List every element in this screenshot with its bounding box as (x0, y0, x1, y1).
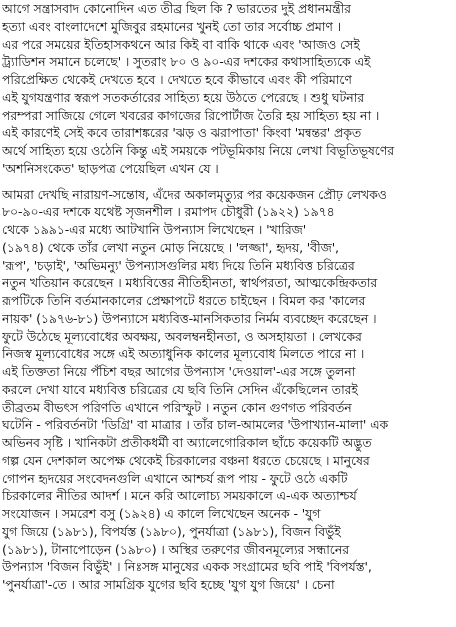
text-line: হত্যা এবং বাংলাদেশে মুজিবুর রহমানের খুনই তো তার সর্বোচ্চ প্রমাণ । (2, 18, 342, 34)
text-line: তীব্রতম বীভৎস পরিণতি এখানে পরিস্ফুট । নতুন কোন গুণগত পরিবর্তন (2, 399, 352, 415)
text-line: ঘটেনি - পরিবর্তনটা 'ডিগ্রি' বা মাত্রার । তাঁর চাল-আমলের 'উপাখ্যান-মালা' এক (2, 417, 389, 433)
text-line: নতুন খতিয়ান করেছেন । মধ্যবিত্তের নীতিহীনতা, স্বার্থপরতা, আত্মকেন্দ্রিকতার (2, 275, 378, 291)
text-line: এই তিক্ততা নিয়ে পঁচিশ বছর আগের উপন্যাস 'দেওয়াল'-এর সঙ্গে তুলনা (2, 364, 356, 379)
text-line: আগে সন্ত্রাসবাদ কোনোদিন এত তীব্র ছিল কি ? ভারতের দুই প্রধানমন্ত্রীর (2, 1, 351, 16)
text-line: চিরকালের নীতির আদর্শ । মনে করি আলোচ্য সময়কালে এ-এক অত্যাশ্চর্য (2, 488, 357, 504)
text-line: অর্থে সাহিত্য হয়ে ওঠেনি কিন্তু এই সময়কে পটভূমিকায় নিয়ে লেখা বিভূতিভূষণের (2, 143, 395, 158)
text-line: এই যুগযন্ত্রণার স্বরূপ সতকর্তারের সাহিত্য হয়ে উঠতে পেরেছে । শুধু ঘটনার (2, 89, 365, 105)
text-line: ট্র্যাডিশন সমানে চলেছে' । সুতরাং ৮০ ও ৯০-এর দশকের কথাসাহিত্যকে এই (2, 54, 371, 70)
text-line: পরিপ্রেক্ষিত থেকেই দেখতে হবে । দেখতে হবে কীভাবে এবং কী পরিমাণে (2, 72, 352, 87)
text-line: (১৯৮১), টানাপোড়েন (১৯৮০) । অস্থির তরুণের জীবনমূল্যের সন্ধানের (2, 541, 349, 557)
paragraph-gap (2, 178, 454, 186)
text-line: থেকে ১৯৯১-এর মধ্যে আটখানি উপন্যাস লিখেছেন । 'খারিজ' (2, 222, 307, 237)
paragraph-1 (2, 0, 454, 178)
text-line: সংযোজন । সমরেশ বসু (১৯২৪) এ কালে লিখেছেন অনেক - 'যুগ (2, 506, 321, 521)
text-line: অভিনব সৃষ্টি । খানিকটা প্রতীকধর্মী বা অ্যালেগোরিকাল ছাঁচে কয়েকটি অদ্ভুত (2, 435, 372, 450)
text-line: এই কারণেই সেই কবে তারাশঙ্করের 'ঝড় ও ঝরাপাতা' কিংবা 'মন্বন্তর' প্রকৃত (2, 125, 362, 141)
text-line: 'রূপ', 'চড়াই', 'অভিমন্যু' উপন্যাসগুলির মধ্য দিয়ে তিনি মধ্যবিত্ত চরিত্রের (2, 257, 355, 273)
text-line: গোপন হৃদয়ের সংবেদনগুলি এখানে আশ্চর্য রূপ পায় - ফুটে ওঠে একটি (2, 470, 348, 486)
text-line: (১৯৭৪) থেকে তাঁর লেখা নতুন মোড় নিয়েছে । 'লজ্জা', হৃদয়, 'বীজ', (2, 239, 339, 255)
text-line: যুগ জিয়ে (১৯৮১), বিপর্যস্ত (১৯৮০), পুনর্যাত্রা (১৯৮১), বিজন বিভুঁই (2, 523, 341, 539)
text-line: নিজস্ব মূল্যবোধের সঙ্গে এই অত্যাধুনিক কালের মূল্যবোধ মিলতে পারে না । (2, 346, 365, 362)
text-line: নায়ক' (১৯৭৬-৮১) উপন্যাসে মধ্যবিত্ত-মানসিকতার নির্মম ব্যবচ্ছেদ করেছেন । (2, 310, 377, 326)
text-line: উপন্যাস 'বিজন বিভুঁই' । নিঃসঙ্গ মানুষের একক সংগ্রামের ছবি পাই 'বিপর্যস্ত', (2, 559, 372, 575)
text-line: এর পরে সময়ের ইতিহাসকথনে আর কিই বা বাকি থাকে এবং 'আজও সেই (2, 36, 360, 52)
text-line: গল্প যেন দেশকাল অপেক্ষ থেকেই চিরকালের বঞ্চনা ধরতে চেয়েছে । মানুষের (2, 452, 370, 468)
text-line: করলে দেখা যাবে মধ্যবিত্ত চরিত্রের যে ছবি তিনি সেদিন এঁকেছিলেন তারই (2, 381, 358, 397)
text-line: আমরা দেখছি নারায়ণ-সন্তোষ, এঁদের অকালমৃত্যুর পর কয়েকজন প্রৌঢ় লেখকও (2, 186, 387, 202)
document-page (2, 0, 454, 594)
text-line: ৮০-৯০-এর দশকে যথেষ্ট সৃজনশীল । রমাপদ চৌধুরী (১৯২২) ১৯৭৪ (2, 204, 335, 220)
text-line: রূপটিকে তিনি বর্তমানকালের প্রেক্ষাপটে ধরতে চাইছেন । বিমল কর 'কালের (2, 293, 366, 308)
text-line: 'অশনিসংকেত' ছাড়পত্র পেয়েছিল এখন যে । (2, 160, 219, 176)
text-line: ফুটে উঠেছে মূল্যবোধের অবক্ষয়, অবলম্বনহীনতা, ও অসহায়তা । লেখকের (2, 328, 362, 344)
text-line: পরম্পরা সাজিয়ে গেলে খবরের কাগজের রিপোর্টাজ তৈরি হয় সাহিত্য হয় না । (2, 107, 380, 123)
paragraph-2 (2, 186, 454, 594)
text-line: 'পুনর্যাত্রা'-তে । আর সামগ্রিক যুগের ছবি হচ্ছে 'যুগ যুগ জিয়ে' । চেনা (2, 577, 335, 592)
